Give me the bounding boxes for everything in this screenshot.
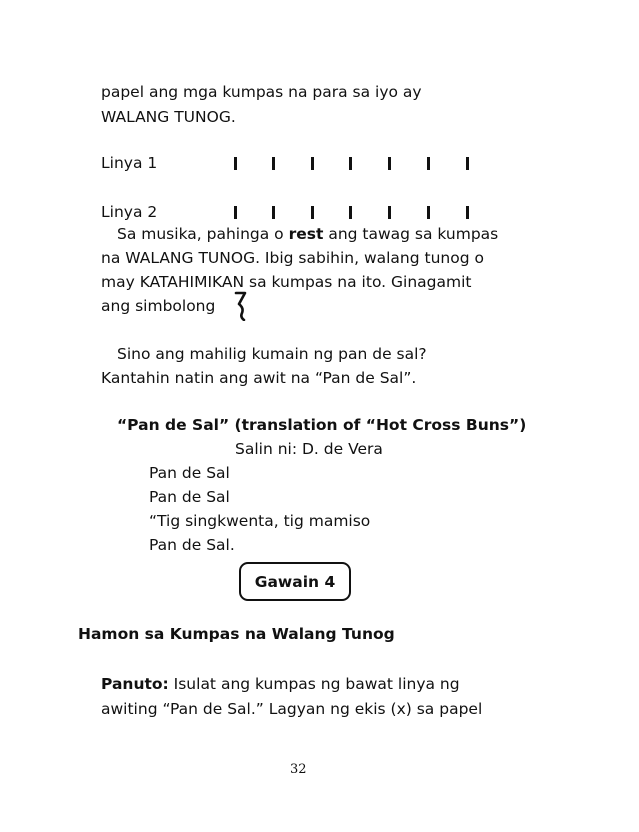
text-span: Sa musika, pahinga o	[117, 225, 289, 243]
activity-label: Gawain 4	[254, 572, 336, 591]
beat-mark	[388, 206, 391, 219]
song-title: “Pan de Sal” (translation of “Hot Cross Buns”)	[117, 416, 527, 434]
instructions-line	[101, 672, 460, 696]
beat-mark	[388, 157, 391, 170]
paragraph-line: papel ang mga kumpas na para sa iyo ay	[101, 83, 422, 101]
instructions-label: Panuto:	[101, 675, 169, 693]
beat-mark	[466, 206, 469, 219]
rest-paragraph-line: ang simbolong	[101, 297, 216, 315]
beat-mark	[466, 157, 469, 170]
activity-label-box	[239, 562, 351, 601]
line-label-1: Linya 1	[101, 154, 158, 172]
beat-mark	[427, 206, 430, 219]
rest-term: rest	[288, 225, 324, 243]
beat-mark	[272, 157, 275, 170]
text-span: ang tawag sa kumpas	[323, 225, 499, 243]
beat-mark	[427, 157, 430, 170]
lyric-line: Pan de Sal.	[149, 536, 235, 554]
question-line: Sino ang mahilig kumain ng pan de sal?	[117, 345, 427, 363]
lyric-line: Pan de Sal	[149, 488, 230, 506]
section-heading: Hamon sa Kumpas na Walang Tunog	[78, 625, 395, 643]
question-line: Kantahin natin ang awit na “Pan de Sal”.	[101, 369, 417, 387]
rest-paragraph-line: na WALANG TUNOG. Ibig sabihin, walang tunog o	[101, 249, 484, 267]
beat-mark	[272, 206, 275, 219]
paragraph-line: WALANG TUNOG.	[101, 108, 236, 126]
rest-paragraph-line	[117, 222, 498, 246]
lyric-line: Pan de Sal	[149, 464, 230, 482]
text-span: Isulat ang kumpas ng bawat linya ng	[168, 675, 460, 693]
quarter-rest-icon	[232, 291, 250, 321]
beat-mark	[349, 157, 352, 170]
instructions-line: awiting “Pan de Sal.” Lagyan ng ekis (x) sa papel	[101, 700, 483, 718]
beat-mark	[349, 206, 352, 219]
beat-mark	[311, 157, 314, 170]
line-label-2: Linya 2	[101, 203, 158, 221]
beat-mark	[311, 206, 314, 219]
beat-mark	[234, 157, 237, 170]
lyric-line: “Tig singkwenta, tig mamiso	[149, 512, 371, 530]
rest-paragraph-line: may KATAHIMIKAN sa kumpas na ito. Ginagamit	[101, 273, 472, 291]
beat-mark	[234, 206, 237, 219]
song-translator: Salin ni: D. de Vera	[235, 440, 383, 458]
page-number: 32	[290, 762, 307, 777]
